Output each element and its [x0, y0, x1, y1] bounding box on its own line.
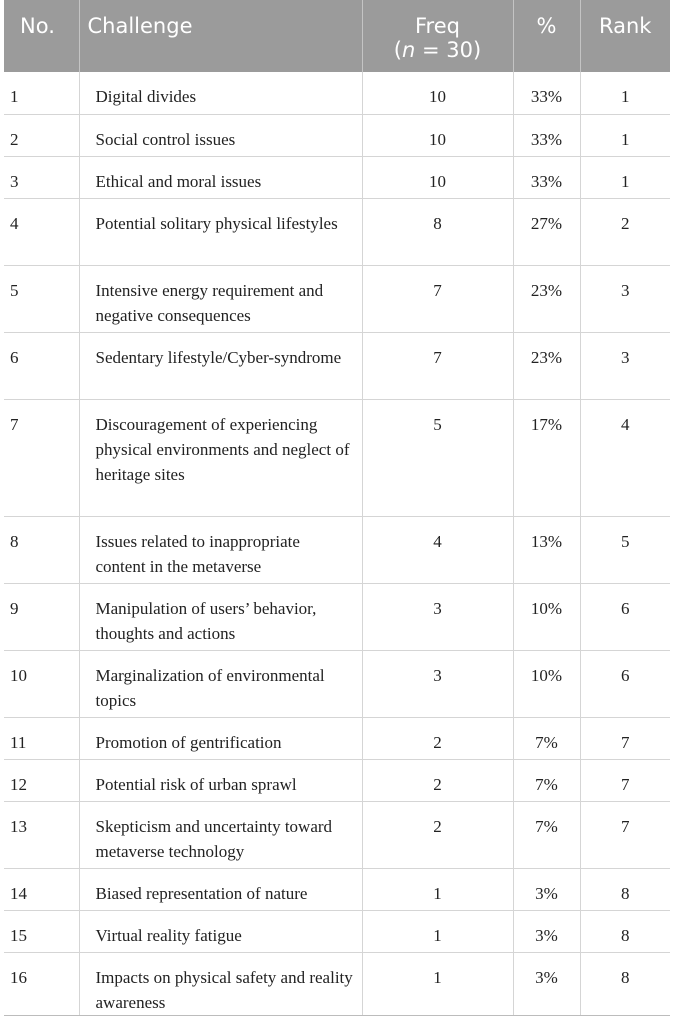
table-row — [4, 952, 670, 1015]
cell-no: 2 — [4, 114, 79, 156]
cell-no: 14 — [4, 868, 79, 910]
cell-no: 16 — [4, 952, 79, 1015]
cell-percent: 27% — [513, 198, 580, 265]
cell-challenge: Sedentary lifestyle/Cyber-syndrome — [79, 332, 362, 399]
cell-percent: 33% — [513, 72, 580, 114]
cell-rank: 4 — [580, 399, 670, 516]
cell-challenge: Manipulation of users’ behavior, thoughts and actions — [79, 583, 362, 650]
table-body — [4, 72, 670, 1015]
cell-freq: 3 — [362, 583, 513, 650]
cell-rank: 3 — [580, 332, 670, 399]
cell-no: 11 — [4, 717, 79, 759]
cell-no: 6 — [4, 332, 79, 399]
header-no: No. — [20, 14, 55, 38]
header-percent: % — [513, 0, 580, 72]
table-row — [4, 516, 670, 583]
header-freq-n-symbol: n — [402, 38, 416, 62]
cell-rank: 3 — [580, 265, 670, 332]
cell-percent: 10% — [513, 583, 580, 650]
cell-freq: 3 — [362, 650, 513, 717]
cell-challenge: Ethical and moral issues — [79, 156, 362, 198]
cell-freq: 10 — [362, 156, 513, 198]
cell-no: 13 — [4, 801, 79, 868]
cell-percent: 7% — [513, 717, 580, 759]
cell-freq: 7 — [362, 265, 513, 332]
cell-percent: 33% — [513, 114, 580, 156]
cell-rank: 7 — [580, 759, 670, 801]
cell-challenge: Intensive energy requirement and negative consequences — [79, 265, 362, 332]
cell-no: 12 — [4, 759, 79, 801]
table-row — [4, 114, 670, 156]
table-row — [4, 868, 670, 910]
cell-challenge: Biased representation of nature — [79, 868, 362, 910]
header-freq-label: Freq — [415, 14, 460, 38]
cell-challenge: Social control issues — [79, 114, 362, 156]
header-challenge: Challenge — [79, 0, 362, 72]
cell-no: 8 — [4, 516, 79, 583]
cell-challenge: Digital divides — [79, 72, 362, 114]
table-row — [4, 332, 670, 399]
cell-rank: 8 — [580, 910, 670, 952]
cell-challenge: Virtual reality fatigue — [79, 910, 362, 952]
cell-percent: 7% — [513, 801, 580, 868]
cell-no: 1 — [4, 72, 79, 114]
cell-percent: 33% — [513, 156, 580, 198]
table-row — [4, 650, 670, 717]
table-row — [4, 759, 670, 801]
cell-challenge: Potential solitary physical lifestyles — [79, 198, 362, 265]
cell-freq: 10 — [362, 114, 513, 156]
table-row — [4, 801, 670, 868]
cell-no: 5 — [4, 265, 79, 332]
cell-freq: 7 — [362, 332, 513, 399]
cell-rank: 5 — [580, 516, 670, 583]
cell-no: 15 — [4, 910, 79, 952]
challenges-table — [4, 0, 670, 1016]
header-freq-n-value: = 30) — [415, 38, 482, 62]
cell-percent: 3% — [513, 952, 580, 1015]
cell-freq: 4 — [362, 516, 513, 583]
cell-rank: 8 — [580, 952, 670, 1015]
cell-freq: 2 — [362, 801, 513, 868]
table-row — [4, 156, 670, 198]
cell-freq: 5 — [362, 399, 513, 516]
cell-challenge: Impacts on physical safety and reality awareness — [79, 952, 362, 1015]
table-row — [4, 717, 670, 759]
table-row — [4, 910, 670, 952]
table-row — [4, 399, 670, 516]
cell-freq: 2 — [362, 759, 513, 801]
cell-no: 3 — [4, 156, 79, 198]
cell-no: 4 — [4, 198, 79, 265]
cell-challenge: Skepticism and uncertainty toward metaverse technology — [79, 801, 362, 868]
table-row — [4, 265, 670, 332]
cell-percent: 10% — [513, 650, 580, 717]
cell-challenge: Discouragement of experiencing physical environments and neglect of heritage sites — [79, 399, 362, 516]
cell-no: 9 — [4, 583, 79, 650]
cell-percent: 17% — [513, 399, 580, 516]
cell-rank: 1 — [580, 156, 670, 198]
cell-rank: 8 — [580, 868, 670, 910]
cell-no: 10 — [4, 650, 79, 717]
cell-rank: 7 — [580, 717, 670, 759]
cell-freq: 1 — [362, 910, 513, 952]
header-freq — [362, 0, 513, 72]
header-freq-n: (n = 30) — [393, 38, 482, 62]
cell-challenge: Potential risk of urban sprawl — [79, 759, 362, 801]
cell-freq: 1 — [362, 868, 513, 910]
cell-freq: 10 — [362, 72, 513, 114]
cell-freq: 2 — [362, 717, 513, 759]
cell-freq: 1 — [362, 952, 513, 1015]
cell-percent: 23% — [513, 265, 580, 332]
cell-rank: 1 — [580, 114, 670, 156]
cell-challenge: Marginalization of environmental topics — [79, 650, 362, 717]
cell-challenge: Issues related to inappropriate content in the metaverse — [79, 516, 362, 583]
cell-rank: 6 — [580, 650, 670, 717]
cell-rank: 6 — [580, 583, 670, 650]
cell-percent: 7% — [513, 759, 580, 801]
cell-challenge: Promotion of gentrification — [79, 717, 362, 759]
cell-percent: 3% — [513, 868, 580, 910]
header-row — [4, 0, 670, 72]
cell-no: 7 — [4, 399, 79, 516]
cell-freq: 8 — [362, 198, 513, 265]
cell-rank: 1 — [580, 72, 670, 114]
table-row — [4, 198, 670, 265]
cell-rank: 7 — [580, 801, 670, 868]
cell-percent: 3% — [513, 910, 580, 952]
table-row — [4, 72, 670, 114]
header-rank: Rank — [580, 0, 670, 72]
cell-rank: 2 — [580, 198, 670, 265]
table-row — [4, 583, 670, 650]
cell-percent: 23% — [513, 332, 580, 399]
cell-percent: 13% — [513, 516, 580, 583]
